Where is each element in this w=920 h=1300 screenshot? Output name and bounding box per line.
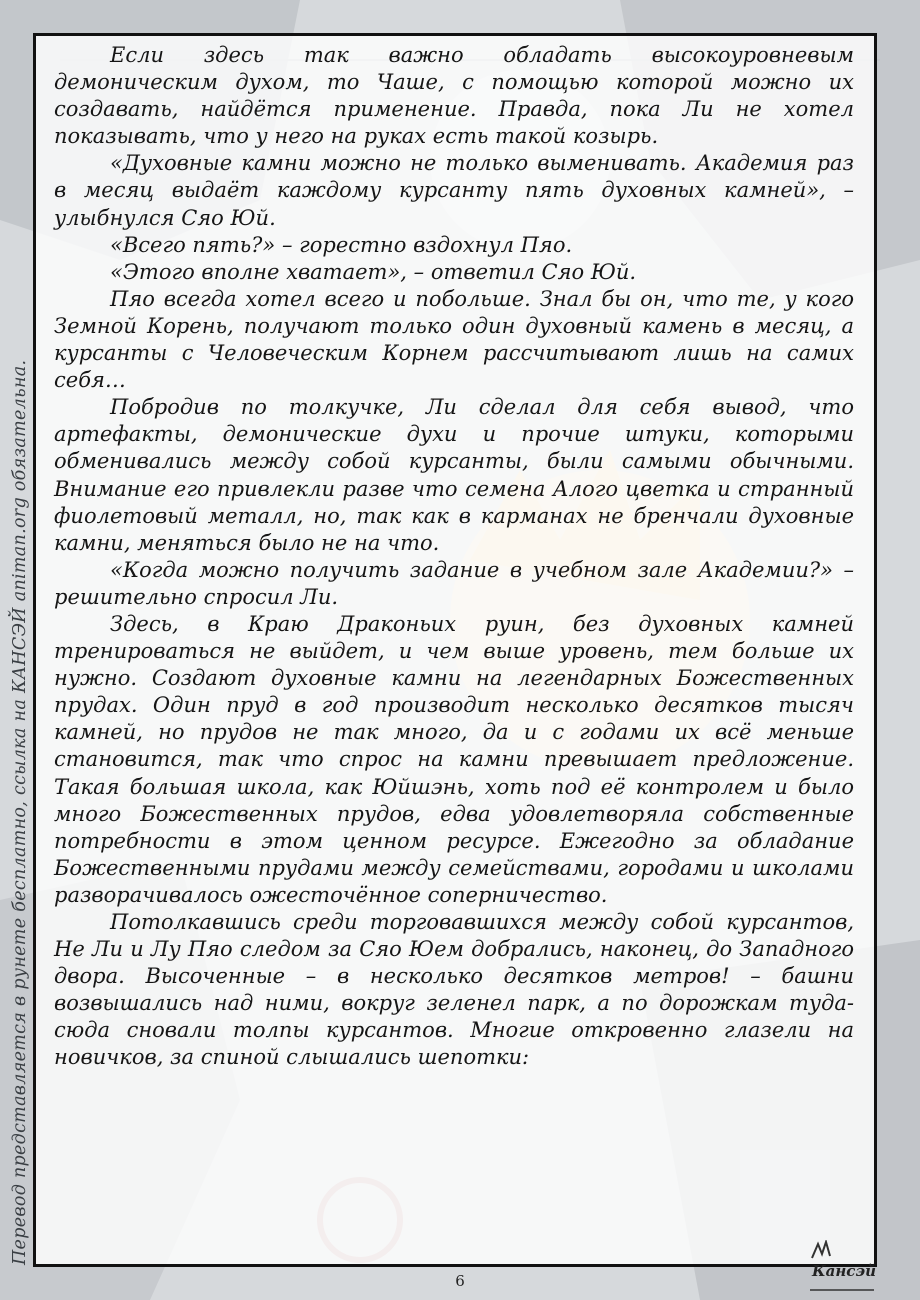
text-body — [54, 42, 854, 1072]
logo-text: Кансэй — [812, 1262, 877, 1280]
paragraph: «Всего пять?» – горестно вздохнул Пяо. — [110, 232, 573, 257]
paragraph: Пяо всегда хотел всего и побольше. Знал бы он, что те, у кого Земной Корень, получают только один духовный камень в месяц, а курсанты с Человеческим Корнем рассчитывают лишь на самих себя… — [54, 286, 854, 393]
paragraph: «Духовные камни можно не только выменивать. Академия раз в месяц выдаёт каждому курсанту пять духовных камней», – улыбнулся Сяо Юй. — [54, 151, 854, 230]
kansei-logo — [806, 1240, 878, 1294]
paragraph: «Этого вполне хватает», – ответил Сяо Юй. — [110, 259, 637, 284]
paragraph: Здесь, в Краю Драконьих руин, без духовных камней тренироваться не выйдет, и чем выше уровень, тем больше их нужно. Создают духовные камни на легендарных Божественных прудах. Один пруд в год производит несколько десятков тысяч камней, но прудов не так много, да и с годами их всё меньше становится, так что спрос на камни превышает предложение. Такая большая школа, как Юйшэнь, хоть под её контролем и было много Божественных прудов, едва удовлетворяла собственные потребности в этом ценном ресурсе. Ежегодно за обладание Божественными прудами между семействами, городами и школами разворачивалось ожесточённое соперничество. — [54, 611, 854, 907]
paragraph: Если здесь так важно обладать высокоуровневым демоническим духом, то Чаше, с помощью которой можно их создавать, найдётся применение. Правда, пока Ли не хотел показывать, что у него на руках есть такой козырь. — [54, 43, 854, 149]
page-number: 6 — [455, 1272, 465, 1290]
paragraph: Побродив по толкучке, Ли сделал для себя вывод, что артефакты, демонические духи и прочие штуки, которыми обменивались между собой курсанты, были самыми обычными. Внимание его привлекли разве что семена Алого цветка и странный фиолетовый металл, но, так как в карманах не бренчали духовные камни, меняться было не на что. — [54, 395, 854, 555]
paragraph: Потолкавшись среди торговавшихся между собой курсантов, Не Ли и Лу Пяо следом за Сяо Юем добрались, наконец, до Западного двора. Высоченные – в несколько десятков метров! – башни возвышались над ними, вокруг зеленел парк, а по дорожкам туда-сюда сновали толпы курсантов. Многие откровенно глазели на новичков, за спиной слышались шепотки: — [54, 910, 854, 1070]
text-frame — [33, 33, 877, 1267]
sidebar-translation-note: Перевод представляется в рунете бесплатно, ссылка на КАНСЭЙ animan.org обязательна. — [10, 359, 30, 1265]
paragraph: «Когда можно получить задание в учебном зале Академии?» – решительно спросил Ли. — [54, 557, 854, 609]
